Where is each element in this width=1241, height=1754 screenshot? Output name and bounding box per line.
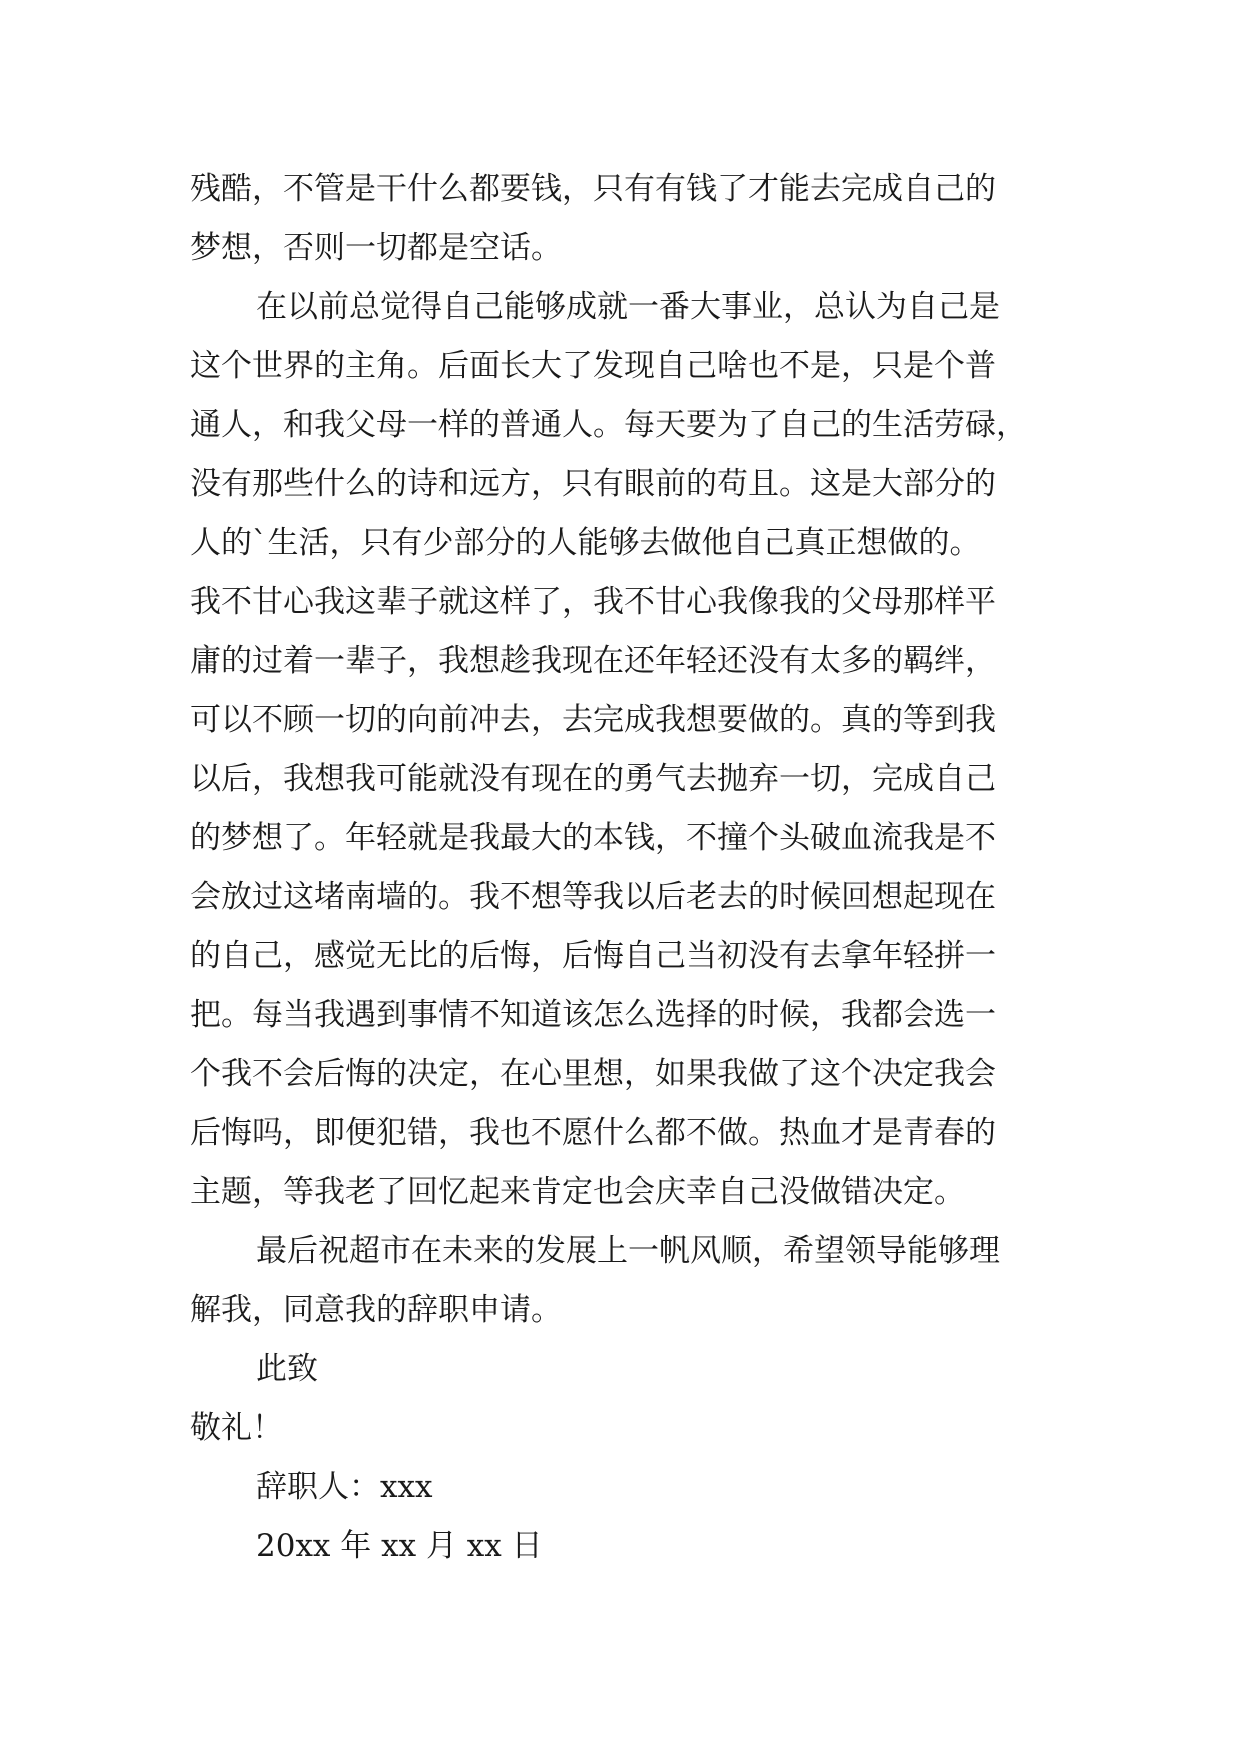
text-line: 以后，我想我可能就没有现在的勇气去抛弃一切，完成自己: [190, 761, 996, 797]
text-line: 我不甘心我这辈子就这样了，我不甘心我像我的父母那样平: [190, 584, 996, 620]
text-line: 解我，同意我的辞职申请。: [190, 1292, 562, 1328]
text-line: 在以前总觉得自己能够成就一番大事业，总认为自己是: [256, 289, 1000, 325]
date-line: 20xx 年 xx 月 xx 日: [256, 1528, 543, 1564]
text-line: 可以不顾一切的向前冲去，去完成我想要做的。真的等到我: [190, 702, 996, 738]
text-line: 这个世界的主角。后面长大了发现自己啥也不是，只是个普: [190, 348, 996, 384]
text-line: 梦想，否则一切都是空话。: [190, 230, 562, 266]
closing-regards: 敬礼！: [190, 1410, 283, 1446]
text-line: 通人，和我父母一样的普通人。每天要为了自己的生活劳碌，: [190, 407, 1027, 443]
text-line: 没有那些什么的诗和远方，只有眼前的苟且。这是大部分的: [190, 466, 996, 502]
text-line: 的自己，感觉无比的后悔，后悔自己当初没有去拿年轻拼一: [190, 938, 996, 974]
text-line: 主题，等我老了回忆起来肯定也会庆幸自己没做错决定。: [190, 1174, 965, 1210]
signature-line: 辞职人：xxx: [256, 1469, 433, 1505]
text-line: 会放过这堵南墙的。我不想等我以后老去的时候回想起现在: [190, 879, 996, 915]
closing-salutation: 此致: [256, 1351, 318, 1387]
text-line: 把。每当我遇到事情不知道该怎么选择的时候，我都会选一: [190, 997, 996, 1033]
letter-body: [190, 160, 1070, 1576]
text-line: 后悔吗，即便犯错，我也不愿什么都不做。热血才是青春的: [190, 1115, 996, 1151]
text-line: 人的`生活，只有少部分的人能够去做他自己真正想做的。: [190, 525, 981, 561]
text-line: 庸的过着一辈子，我想趁我现在还年轻还没有太多的羁绊，: [190, 643, 996, 679]
text-line: 最后祝超市在未来的发展上一帆风顺，希望领导能够理: [256, 1233, 1000, 1269]
text-line: 残酷，不管是干什么都要钱，只有有钱了才能去完成自己的: [190, 171, 996, 207]
text-line: 个我不会后悔的决定，在心里想，如果我做了这个决定我会: [190, 1056, 996, 1092]
text-line: 的梦想了。年轻就是我最大的本钱，不撞个头破血流我是不: [190, 820, 996, 856]
